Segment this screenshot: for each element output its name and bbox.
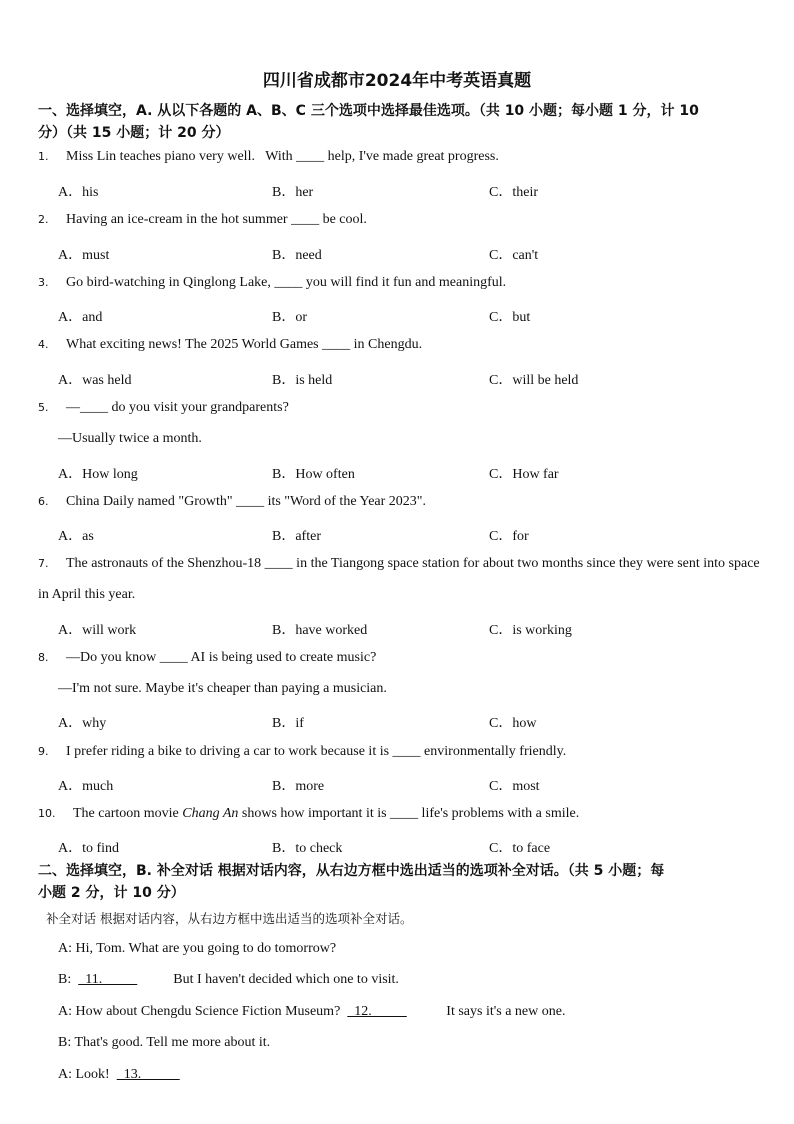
question-stem: Having an ice-cream in the hot summer ____ be cool.	[66, 212, 367, 227]
question-number: 10.	[38, 807, 56, 820]
option-c: C．most	[489, 779, 540, 794]
dialog-line-1: A: Hi, Tom. What are you going to do tomorrow?	[58, 941, 337, 956]
question-number: 9.	[38, 745, 49, 758]
question-stem: —____ do you visit your grandparents?	[66, 400, 289, 415]
option-b: B．or	[272, 310, 307, 325]
question-number: 6.	[38, 495, 49, 508]
answer-blank-13[interactable]: 13.	[116, 1067, 180, 1082]
dialog-line-4: B: That's good. Tell me more about it.	[58, 1035, 271, 1050]
option-c: C．their	[489, 185, 538, 200]
option-a: A．his	[58, 185, 99, 200]
option-a: A．to find	[58, 841, 120, 856]
option-c: C．how	[489, 716, 537, 731]
question-5	[38, 400, 762, 416]
question-1	[38, 149, 762, 165]
dialog-line-3	[58, 1004, 565, 1020]
answer-blank-11[interactable]: 11.	[78, 972, 138, 987]
question-number: 3.	[38, 276, 49, 289]
question-8	[38, 650, 762, 666]
option-a: A．How long	[58, 467, 138, 482]
option-b: B．if	[272, 716, 304, 731]
question-7	[38, 548, 762, 610]
question-9	[38, 744, 762, 760]
question-number: 1.	[38, 150, 49, 163]
option-b: B．How often	[272, 467, 355, 482]
option-b: B．her	[272, 185, 314, 200]
dialog-line-5	[58, 1067, 211, 1083]
section-1-heading-line2: 分）（共 15 小题；计 20 分）	[38, 125, 230, 141]
question-number: 5.	[38, 401, 49, 414]
question-8-reply: —I'm not sure. Maybe it's cheaper than paying a musician.	[58, 681, 387, 696]
option-a: A．was held	[58, 373, 132, 388]
question-stem-pre: The cartoon movie	[73, 806, 183, 821]
question-4	[38, 337, 762, 353]
dialog-text: A: Look!	[58, 1067, 117, 1082]
option-c: C．for	[489, 529, 529, 544]
option-c: C．is working	[489, 623, 572, 638]
question-stem: —Do you know ____ AI is being used to create music?	[66, 650, 377, 665]
dialog-text: It says it's a new one.	[439, 1004, 566, 1019]
option-c: C．to face	[489, 841, 551, 856]
question-stem: I prefer riding a bike to driving a car to work because it is ____ environmentally friendly.	[66, 744, 567, 759]
option-a: A．will work	[58, 623, 137, 638]
movie-title: Chang An	[182, 806, 239, 821]
dialog-text: A: How about Chengdu Science Fiction Museum?	[58, 1004, 348, 1019]
answer-blank-12[interactable]: 12.	[347, 1004, 407, 1019]
dialog-line-2	[58, 972, 399, 988]
question-number: 4.	[38, 338, 49, 351]
option-b: B．need	[272, 248, 322, 263]
question-stem-post: shows how important it is ____ life's problems with a smile.	[238, 806, 580, 821]
option-a: A．must	[58, 248, 110, 263]
option-c: C．can't	[489, 248, 539, 263]
dialog-text: But I haven't decided which one to visit.	[166, 972, 399, 987]
question-2	[38, 212, 762, 228]
question-5-reply: —Usually twice a month.	[58, 431, 202, 446]
question-stem: The astronauts of the Shenzhou-18 ____ in the Tiangong space station for about two months since they were sent into space in April this year.	[38, 556, 760, 602]
section-1-heading-line1: 一、选择填空，A. 从以下各题的 A、B、C 三个选项中选择最佳选项。（共 10 小题；每小题 1 分，计 10	[38, 103, 699, 119]
question-stem: What exciting news! The 2025 World Games ____ in Chengdu.	[66, 337, 423, 352]
question-10	[38, 806, 762, 822]
page-title: 四川省成都市2024年中考英语真题	[262, 71, 532, 91]
question-number: 8.	[38, 651, 49, 664]
question-number: 2.	[38, 213, 49, 226]
option-b: B．more	[272, 779, 325, 794]
dialog-speaker: B:	[58, 972, 79, 987]
section-2-instruction: 补全对话 根据对话内容，从右边方框中选出适当的选项补全对话。	[46, 911, 413, 926]
option-b: B．is held	[272, 373, 333, 388]
question-3	[38, 275, 762, 291]
option-a: A．as	[58, 529, 94, 544]
question-stem: Go bird-watching in Qinglong Lake, ____ you will find it fun and meaningful.	[66, 275, 507, 290]
option-a: A．much	[58, 779, 114, 794]
section-2-heading-line1: 二、选择填空，B. 补全对话 根据对话内容，从右边方框中选出适当的选项补全对话。（共 5 小题；每	[38, 863, 665, 879]
option-c: C．but	[489, 310, 531, 325]
question-6	[38, 494, 762, 510]
section-1-heading	[38, 100, 760, 144]
option-c: C．How far	[489, 467, 559, 482]
option-a: A．and	[58, 310, 103, 325]
option-a: A．why	[58, 716, 107, 731]
option-c: C．will be held	[489, 373, 579, 388]
section-2-heading-line2: 小题 2 分，计 10 分）	[38, 885, 185, 901]
question-stem: China Daily named "Growth" ____ its "Word of the Year 2023".	[66, 494, 427, 509]
question-stem: Miss Lin teaches piano very well. With ____ help, I've made great progress.	[66, 149, 499, 164]
section-2-heading	[38, 860, 760, 904]
option-b: B．have worked	[272, 623, 368, 638]
option-b: B．after	[272, 529, 321, 544]
question-number: 7.	[38, 557, 49, 570]
option-b: B．to check	[272, 841, 343, 856]
